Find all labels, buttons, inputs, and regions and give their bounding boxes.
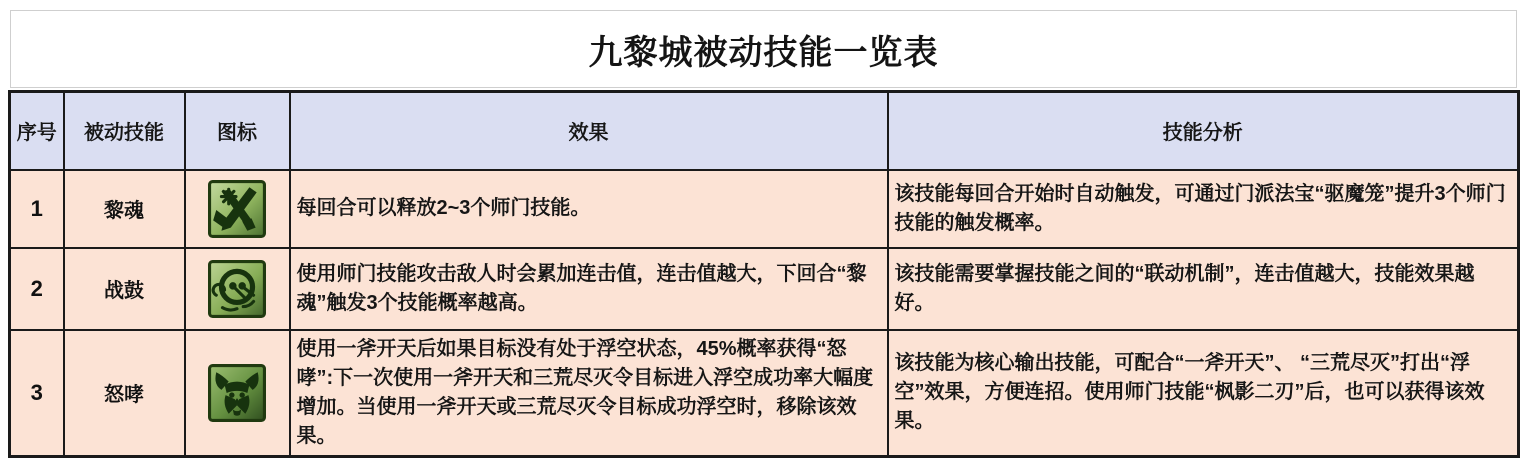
skill-name: 怒哮 (64, 330, 185, 457)
skill-effect: 使用一斧开天后如果目标没有处于浮空状态，45%概率获得“怒哮”:下一次使用一斧开天和三荒尽灭令目标进入浮空成功率大幅度增加。当使用一斧开天或三荒尽灭令目标成功浮空时，移除该效果。 (290, 330, 888, 457)
skill-name: 战鼓 (64, 248, 185, 330)
col-header-analysis: 技能分析 (888, 92, 1519, 170)
col-header-no: 序号 (10, 92, 64, 170)
crossed-weapons-skill-icon (208, 180, 266, 238)
row-number: 3 (10, 330, 64, 457)
table-row (10, 330, 1519, 457)
beast-face-skill-icon (208, 364, 266, 422)
skill-effect: 使用师门技能攻击敌人时会累加连击值，连击值越大，下回合“黎魂”触发3个技能概率越高。 (290, 248, 888, 330)
skill-effect: 每回合可以释放2~3个师门技能。 (290, 170, 888, 248)
skills-table (8, 90, 1520, 458)
skill-analysis: 该技能每回合开始时自动触发，可通过门派法宝“驱魔笼”提升3个师门技能的触发概率。 (888, 170, 1519, 248)
title-box (10, 10, 1517, 88)
page-title: 九黎城被动技能一览表 (588, 33, 939, 72)
col-header-skill: 被动技能 (64, 92, 185, 170)
table-row (10, 248, 1519, 330)
col-header-icon: 图标 (185, 92, 290, 170)
table-row (10, 170, 1519, 248)
skill-analysis: 该技能为核心输出技能，可配合“一斧开天”、 “三荒尽灭”打出“浮空”效果，方便连招。使用师门技能“枫影二刃”后，也可以获得该效果。 (888, 330, 1519, 457)
skill-analysis: 该技能需要掌握技能之间的“联动机制”，连击值越大，技能效果越好。 (888, 248, 1519, 330)
war-drum-skill-icon (208, 260, 266, 318)
col-header-effect: 效果 (290, 92, 888, 170)
row-number: 1 (10, 170, 64, 248)
header-row (10, 92, 1519, 170)
skill-name: 黎魂 (64, 170, 185, 248)
row-number: 2 (10, 248, 64, 330)
